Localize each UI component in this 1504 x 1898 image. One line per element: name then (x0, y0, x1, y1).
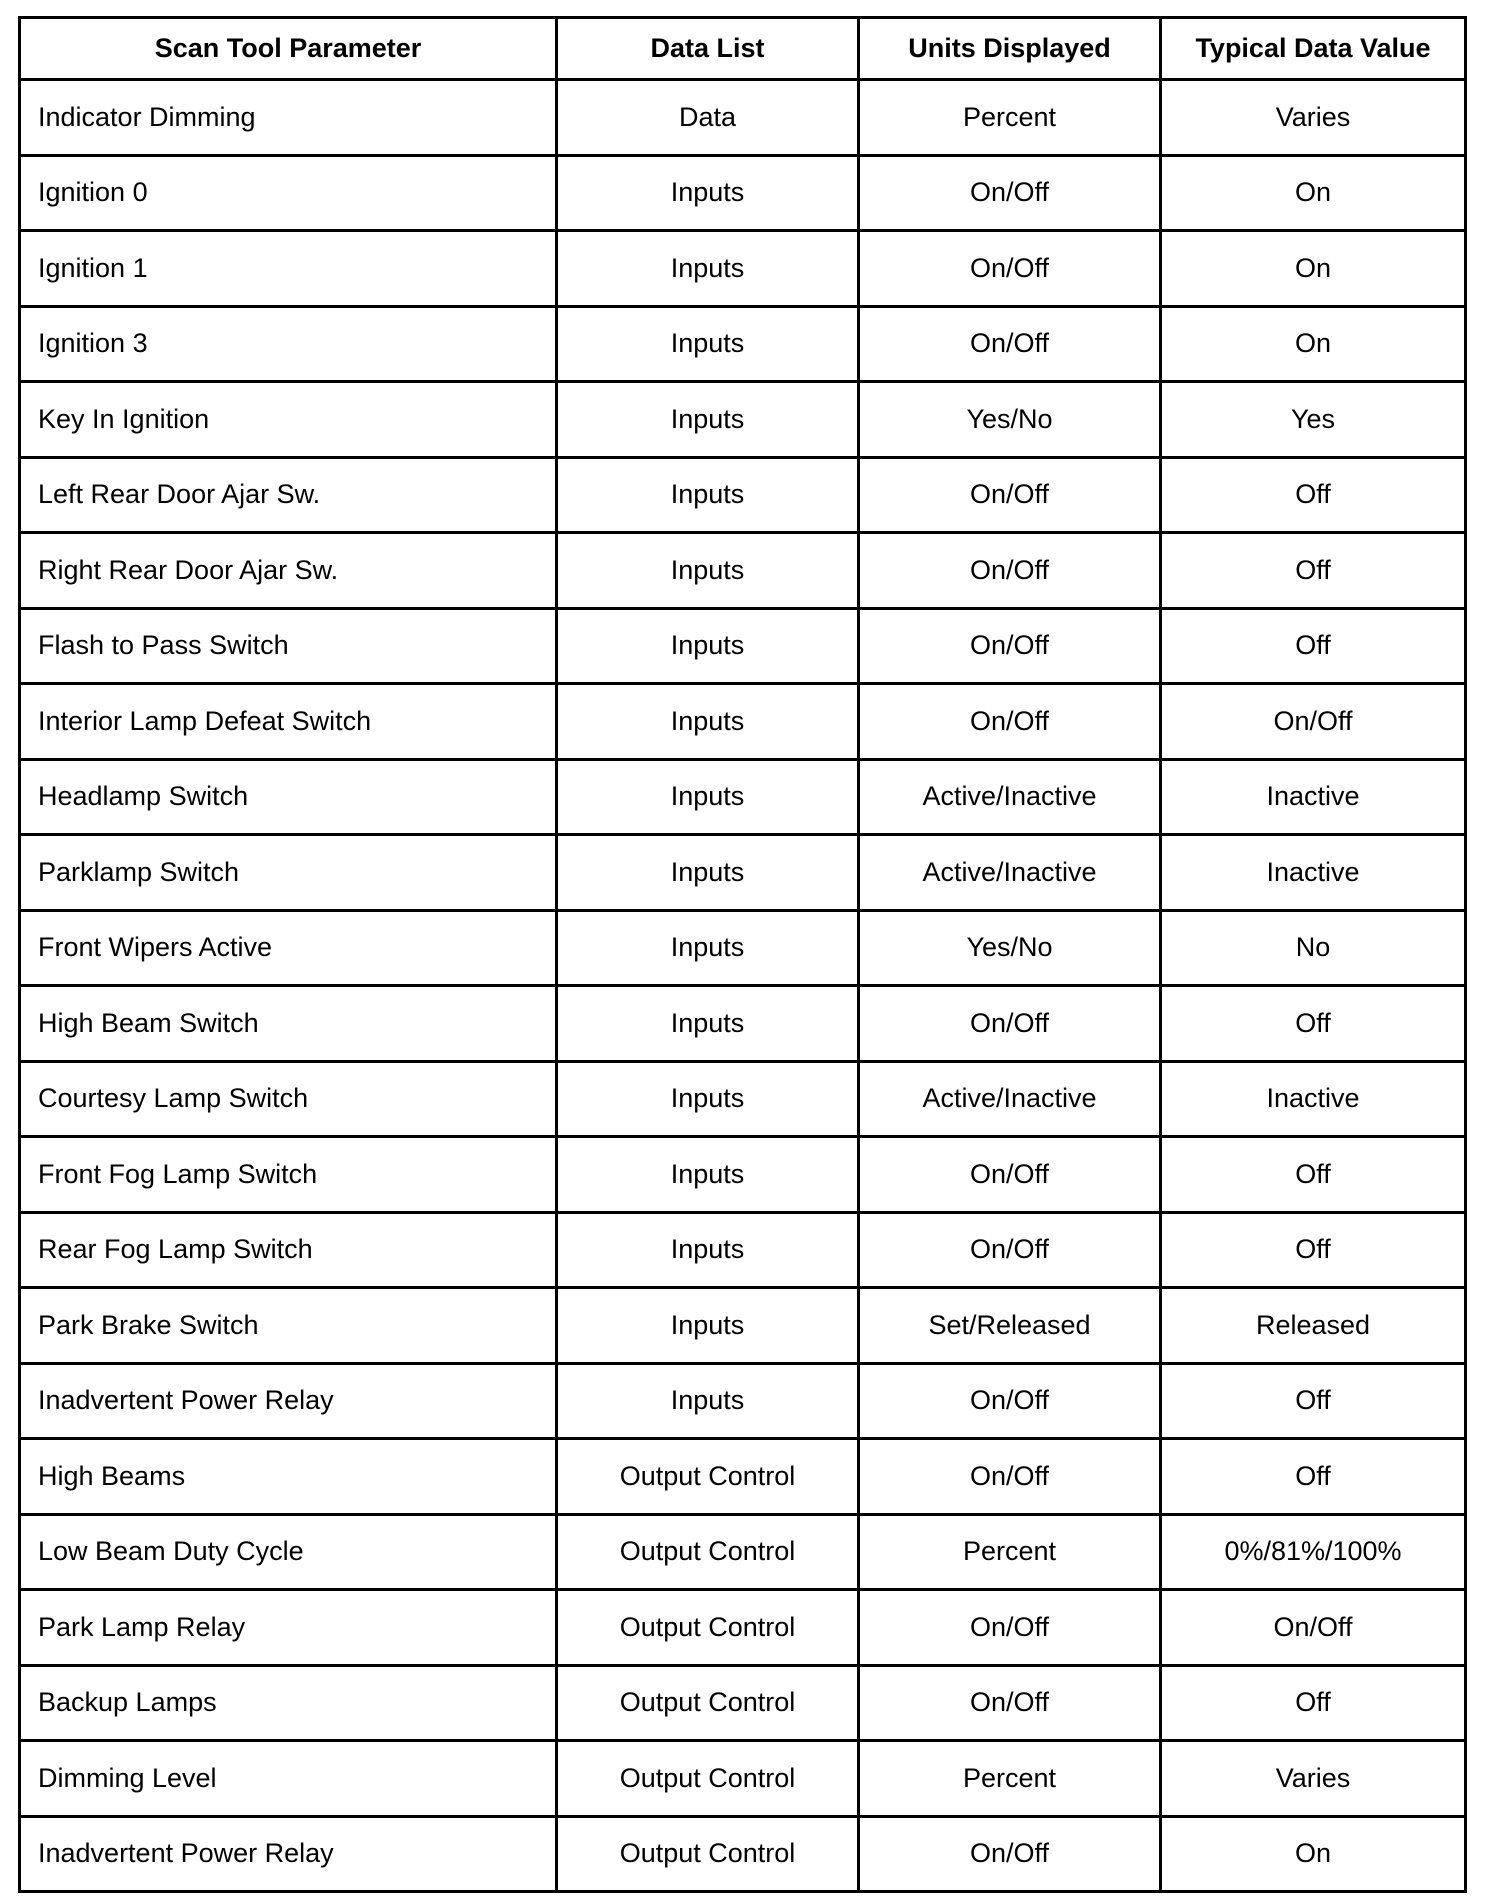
cell-data-list: Output Control (557, 1590, 859, 1666)
cell-units-displayed: On/Off (859, 608, 1161, 684)
table-row (20, 382, 1466, 458)
cell-units-displayed: On/Off (859, 155, 1161, 231)
header-row (20, 18, 1466, 80)
cell-typical-data-value: Varies (1161, 1741, 1466, 1817)
cell-units-displayed: Set/Released (859, 1288, 1161, 1364)
table-row (20, 231, 1466, 307)
cell-scan-tool-parameter: Ignition 1 (20, 231, 557, 307)
cell-data-list: Inputs (557, 1061, 859, 1137)
table-row (20, 986, 1466, 1062)
cell-data-list: Output Control (557, 1439, 859, 1515)
cell-units-displayed: Percent (859, 1514, 1161, 1590)
table-row (20, 910, 1466, 986)
table-row (20, 1665, 1466, 1741)
cell-data-list: Inputs (557, 608, 859, 684)
table-row (20, 608, 1466, 684)
cell-scan-tool-parameter: Ignition 0 (20, 155, 557, 231)
cell-typical-data-value: Off (1161, 986, 1466, 1062)
cell-data-list: Output Control (557, 1741, 859, 1817)
cell-typical-data-value: Varies (1161, 80, 1466, 156)
cell-typical-data-value: Off (1161, 1137, 1466, 1213)
cell-units-displayed: Percent (859, 1741, 1161, 1817)
cell-scan-tool-parameter: High Beam Switch (20, 986, 557, 1062)
cell-data-list: Data (557, 80, 859, 156)
cell-data-list: Inputs (557, 759, 859, 835)
cell-data-list: Inputs (557, 457, 859, 533)
cell-data-list: Inputs (557, 306, 859, 382)
cell-typical-data-value: Released (1161, 1288, 1466, 1364)
table-row (20, 684, 1466, 760)
cell-units-displayed: On/Off (859, 231, 1161, 307)
scan-tool-data-table-container (18, 16, 1464, 1893)
cell-scan-tool-parameter: Ignition 3 (20, 306, 557, 382)
cell-units-displayed: On/Off (859, 1439, 1161, 1515)
cell-typical-data-value: Off (1161, 533, 1466, 609)
table-row (20, 1288, 1466, 1364)
table-body (20, 80, 1466, 1892)
cell-units-displayed: Yes/No (859, 910, 1161, 986)
cell-typical-data-value: 0%/81%/100% (1161, 1514, 1466, 1590)
cell-units-displayed: On/Off (859, 457, 1161, 533)
table-row (20, 80, 1466, 156)
cell-data-list: Output Control (557, 1816, 859, 1892)
table-row (20, 759, 1466, 835)
cell-data-list: Inputs (557, 533, 859, 609)
cell-units-displayed: On/Off (859, 684, 1161, 760)
cell-units-displayed: Active/Inactive (859, 835, 1161, 911)
cell-data-list: Inputs (557, 231, 859, 307)
cell-units-displayed: Active/Inactive (859, 1061, 1161, 1137)
cell-scan-tool-parameter: Inadvertent Power Relay (20, 1363, 557, 1439)
table-row (20, 155, 1466, 231)
cell-scan-tool-parameter: Parklamp Switch (20, 835, 557, 911)
header-typical-data-value: Typical Data Value (1161, 18, 1466, 80)
cell-typical-data-value: On/Off (1161, 684, 1466, 760)
cell-scan-tool-parameter: Rear Fog Lamp Switch (20, 1212, 557, 1288)
cell-data-list: Output Control (557, 1514, 859, 1590)
cell-typical-data-value: Yes (1161, 382, 1466, 458)
cell-typical-data-value: On (1161, 1816, 1466, 1892)
cell-units-displayed: Percent (859, 80, 1161, 156)
table-row (20, 457, 1466, 533)
cell-units-displayed: Yes/No (859, 382, 1161, 458)
cell-units-displayed: On/Off (859, 1816, 1161, 1892)
cell-scan-tool-parameter: Low Beam Duty Cycle (20, 1514, 557, 1590)
cell-typical-data-value: Inactive (1161, 835, 1466, 911)
cell-typical-data-value: Off (1161, 1665, 1466, 1741)
cell-units-displayed: On/Off (859, 1212, 1161, 1288)
cell-units-displayed: On/Off (859, 986, 1161, 1062)
table-row (20, 1439, 1466, 1515)
cell-typical-data-value: Inactive (1161, 1061, 1466, 1137)
cell-typical-data-value: On (1161, 231, 1466, 307)
cell-scan-tool-parameter: Key In Ignition (20, 382, 557, 458)
cell-data-list: Inputs (557, 910, 859, 986)
cell-scan-tool-parameter: Park Brake Switch (20, 1288, 557, 1364)
cell-data-list: Inputs (557, 1288, 859, 1364)
cell-data-list: Inputs (557, 986, 859, 1062)
table-row (20, 835, 1466, 911)
header-data-list: Data List (557, 18, 859, 80)
cell-units-displayed: On/Off (859, 1665, 1161, 1741)
cell-scan-tool-parameter: Courtesy Lamp Switch (20, 1061, 557, 1137)
table-header (20, 18, 1466, 80)
cell-units-displayed: On/Off (859, 1590, 1161, 1666)
cell-scan-tool-parameter: High Beams (20, 1439, 557, 1515)
cell-scan-tool-parameter: Front Fog Lamp Switch (20, 1137, 557, 1213)
cell-data-list: Inputs (557, 684, 859, 760)
cell-typical-data-value: On (1161, 155, 1466, 231)
cell-scan-tool-parameter: Right Rear Door Ajar Sw. (20, 533, 557, 609)
table-row (20, 1741, 1466, 1817)
cell-typical-data-value: Off (1161, 1439, 1466, 1515)
cell-units-displayed: On/Off (859, 1137, 1161, 1213)
cell-scan-tool-parameter: Park Lamp Relay (20, 1590, 557, 1666)
scan-tool-data-table (18, 16, 1467, 1893)
cell-scan-tool-parameter: Dimming Level (20, 1741, 557, 1817)
cell-data-list: Inputs (557, 835, 859, 911)
cell-typical-data-value: On (1161, 306, 1466, 382)
cell-data-list: Inputs (557, 155, 859, 231)
cell-typical-data-value: Off (1161, 1212, 1466, 1288)
cell-units-displayed: On/Off (859, 533, 1161, 609)
cell-scan-tool-parameter: Headlamp Switch (20, 759, 557, 835)
cell-data-list: Inputs (557, 382, 859, 458)
cell-units-displayed: On/Off (859, 306, 1161, 382)
table-row (20, 1590, 1466, 1666)
table-row (20, 1061, 1466, 1137)
cell-typical-data-value: Off (1161, 1363, 1466, 1439)
cell-data-list: Output Control (557, 1665, 859, 1741)
cell-typical-data-value: Off (1161, 457, 1466, 533)
table-row (20, 1137, 1466, 1213)
cell-scan-tool-parameter: Inadvertent Power Relay (20, 1816, 557, 1892)
table-row (20, 533, 1466, 609)
cell-units-displayed: On/Off (859, 1363, 1161, 1439)
table-row (20, 1514, 1466, 1590)
table-row (20, 306, 1466, 382)
cell-scan-tool-parameter: Interior Lamp Defeat Switch (20, 684, 557, 760)
table-row (20, 1212, 1466, 1288)
cell-typical-data-value: On/Off (1161, 1590, 1466, 1666)
cell-scan-tool-parameter: Backup Lamps (20, 1665, 557, 1741)
cell-scan-tool-parameter: Left Rear Door Ajar Sw. (20, 457, 557, 533)
cell-data-list: Inputs (557, 1212, 859, 1288)
cell-typical-data-value: Inactive (1161, 759, 1466, 835)
table-row (20, 1363, 1466, 1439)
cell-data-list: Inputs (557, 1363, 859, 1439)
cell-scan-tool-parameter: Front Wipers Active (20, 910, 557, 986)
header-units-displayed: Units Displayed (859, 18, 1161, 80)
table-row (20, 1816, 1466, 1892)
cell-data-list: Inputs (557, 1137, 859, 1213)
cell-units-displayed: Active/Inactive (859, 759, 1161, 835)
cell-scan-tool-parameter: Flash to Pass Switch (20, 608, 557, 684)
cell-typical-data-value: No (1161, 910, 1466, 986)
cell-typical-data-value: Off (1161, 608, 1466, 684)
header-scan-tool-parameter: Scan Tool Parameter (20, 18, 557, 80)
cell-scan-tool-parameter: Indicator Dimming (20, 80, 557, 156)
